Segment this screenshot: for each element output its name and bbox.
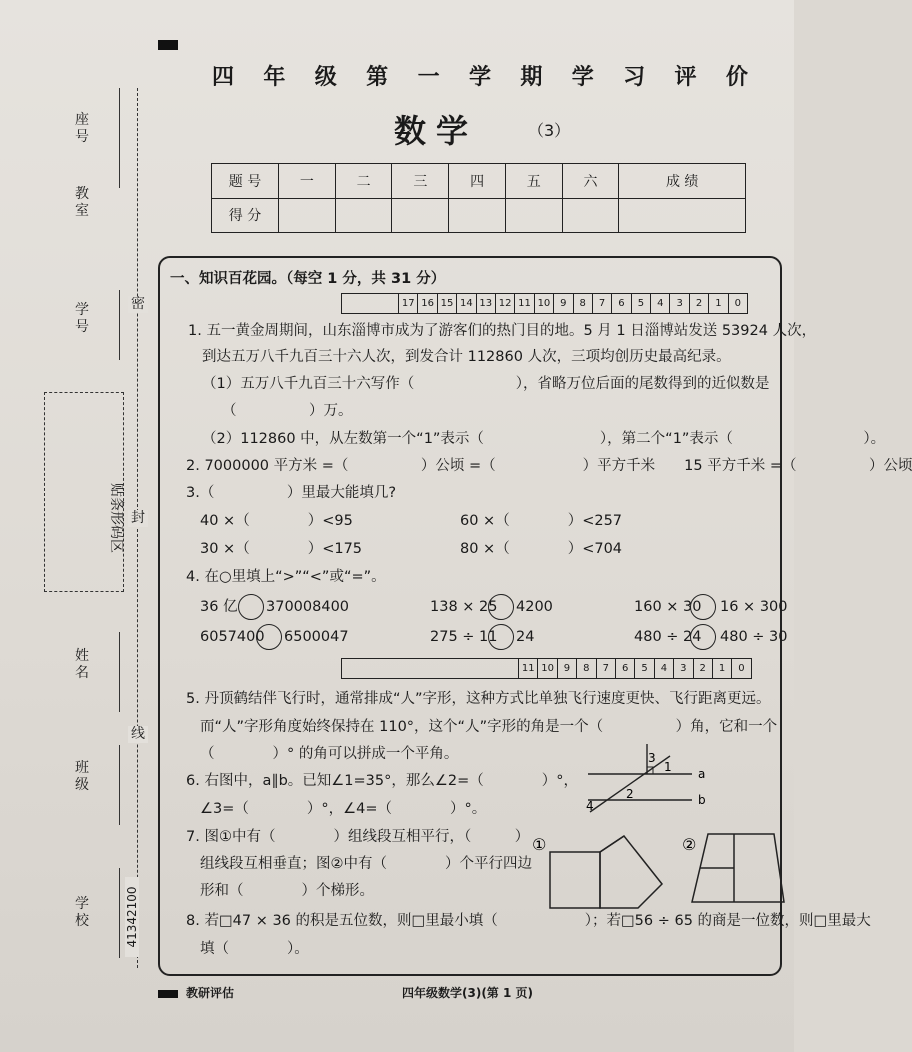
compare-circle[interactable] bbox=[238, 594, 264, 620]
side-label-room: 教室 bbox=[75, 186, 89, 219]
barcode-label: 贴条形码区 bbox=[108, 483, 124, 553]
side-rule bbox=[119, 88, 120, 188]
subject-title: 数学 bbox=[394, 112, 479, 150]
side-rule bbox=[119, 290, 120, 360]
score-strip-2: 11 10 9 8 7 6 5 4 3 2 1 0 bbox=[341, 658, 752, 679]
q8-line1: 8. 若□47 × 36 的积是五位数，则□里最小填（ ）；若□56 ÷ 65 的商是一位数，则□里最大 bbox=[186, 913, 871, 929]
score-header-cell: 四 bbox=[449, 164, 506, 199]
score-input-cell[interactable] bbox=[279, 198, 336, 233]
q1-part1-cont: （ ）万。 bbox=[222, 403, 353, 419]
angle-label-4: 4 bbox=[586, 799, 594, 813]
q4-b-right: 4200 bbox=[516, 599, 553, 615]
side-rule bbox=[119, 868, 120, 958]
seal-char: 密 bbox=[128, 296, 148, 313]
q7-line3: 形和（ ）个梯形。 bbox=[200, 883, 374, 899]
footer-page: 四年级数学(3)(第 1 页) bbox=[402, 986, 533, 1000]
barcode-area bbox=[44, 392, 124, 592]
score-input-cell[interactable] bbox=[392, 198, 449, 233]
q7-line1: 7. 图①中有（ ）组线段互相平行，（ ） bbox=[186, 829, 530, 845]
q4-c-right: 16 × 300 bbox=[720, 599, 788, 615]
q4-d-right: 6500047 bbox=[284, 629, 349, 645]
q4-b-left: 138 × 25 bbox=[430, 599, 498, 615]
q5-line1: 5. 丹顶鹤结伴飞行时，通常排成“人”字形，这种方式比单独飞行速度更快、飞行距离更远。 bbox=[186, 691, 771, 707]
side-rule bbox=[119, 632, 120, 712]
q3-line: 3.（ ）里最大能填几? bbox=[186, 485, 397, 501]
q5-line3: （ ）° 的角可以拼成一个平角。 bbox=[200, 746, 459, 762]
q4-d-left: 6057400 bbox=[200, 629, 265, 645]
footer-brand: 教研评估 bbox=[186, 986, 235, 1000]
score-header-cell: 五 bbox=[505, 164, 562, 199]
q4-f-left: 480 ÷ 24 bbox=[634, 629, 702, 645]
q3-c: 30 ×（ ）<175 bbox=[200, 541, 363, 557]
exam-title: 四 年 级 第 一 学 期 学 习 评 价 bbox=[212, 65, 748, 90]
paper-code: 41342100 bbox=[125, 877, 139, 957]
compare-circle[interactable] bbox=[690, 594, 716, 620]
side-rule bbox=[119, 745, 120, 825]
score-header-cell: 一 bbox=[279, 164, 336, 199]
score-input-cell[interactable] bbox=[335, 198, 392, 233]
seal-char: 封 bbox=[128, 510, 148, 527]
score-header-cell: 题 号 bbox=[212, 164, 279, 199]
score-table bbox=[211, 163, 746, 233]
q4-e-right: 24 bbox=[516, 629, 535, 645]
score-strip-1: 17 16 15 14 13 12 11 10 9 8 7 6 5 4 3 2 1 0 bbox=[341, 293, 748, 314]
q4-c-left: 160 × 30 bbox=[634, 599, 702, 615]
side-label-student-id: 学号 bbox=[75, 302, 89, 335]
compare-circle[interactable] bbox=[690, 624, 716, 650]
seal-char: 线 bbox=[128, 726, 148, 743]
score-row-label: 得 分 bbox=[212, 198, 279, 233]
q8-line2: 填（ ）。 bbox=[200, 941, 309, 957]
q4-a-right: 370008400 bbox=[266, 599, 350, 615]
q5-line2: 而“人”字形角度始终保持在 110°，这个“人”字形的角是一个（ ）角，它和一个 bbox=[200, 719, 778, 735]
corner-mark bbox=[158, 40, 178, 50]
q4-f-right: 480 ÷ 30 bbox=[720, 629, 788, 645]
label-a: a bbox=[698, 767, 706, 781]
q1-line1: 1. 五一黄金周期间，山东淄博市成为了游客们的热门目的地。5 月 1 日淄博站发送 53924 人次， bbox=[188, 323, 817, 339]
side-label-seat: 座号 bbox=[75, 112, 89, 145]
figure-2-label: ② bbox=[682, 835, 697, 854]
angle-label-2: 2 bbox=[626, 787, 634, 801]
label-b: b bbox=[698, 793, 706, 807]
score-header-cell: 二 bbox=[335, 164, 392, 199]
score-header-cell: 成 绩 bbox=[619, 164, 746, 199]
q4-line: 4. 在○里填上“>”“<”或“=”。 bbox=[186, 569, 386, 585]
q3-b: 60 ×（ ）<257 bbox=[460, 513, 623, 529]
side-label-class: 班级 bbox=[75, 760, 89, 793]
score-header-cell: 六 bbox=[562, 164, 619, 199]
angle-label-3: 3 bbox=[648, 751, 656, 765]
compare-circle[interactable] bbox=[488, 624, 514, 650]
q3-d: 80 ×（ ）<704 bbox=[460, 541, 623, 557]
section-title: 一、知识百花园。（每空 1 分，共 31 分） bbox=[170, 271, 446, 287]
q1-line2: 到达五万八千九百三十六人次，到发合计 112860 人次，三项均创历史最高纪录。 bbox=[202, 349, 731, 365]
figure-1-label: ① bbox=[532, 835, 547, 854]
side-label-school: 学校 bbox=[75, 896, 89, 929]
q1-part2: （2）112860 中，从左数第一个“1”表示（ ），第二个“1”表示（ ）。 bbox=[202, 431, 886, 447]
figure-1-shape-right bbox=[600, 836, 662, 908]
score-header-cell: 三 bbox=[392, 164, 449, 199]
subject-number: （3） bbox=[528, 121, 571, 140]
figure-1-fold bbox=[600, 836, 624, 852]
side-label-name: 姓名 bbox=[75, 648, 89, 681]
q4-a-left: 36 亿 bbox=[200, 599, 238, 615]
angle-label-1: 1 bbox=[664, 760, 672, 774]
score-input-cell[interactable] bbox=[505, 198, 562, 233]
q6-line2: ∠3=（ ）°，∠4=（ ）°。 bbox=[200, 801, 487, 817]
q6-line1: 6. 右图中，a∥b。已知∠1=35°，那么∠2=（ ）°， bbox=[186, 773, 578, 789]
score-input-cell[interactable] bbox=[619, 198, 746, 233]
seal-dashed-line bbox=[137, 88, 138, 968]
compare-circle[interactable] bbox=[256, 624, 282, 650]
q1-part1: （1）五万八千九百三十六写作（ ），省略万位后面的尾数得到的近似数是 bbox=[202, 376, 770, 392]
score-input-cell[interactable] bbox=[449, 198, 506, 233]
q2-line: 2. 7000000 平方米 =（ ）公顷 =（ ）平方千米 15 平方千米 =（ ）公顷 bbox=[186, 458, 912, 474]
shapes-figure bbox=[528, 828, 790, 912]
q7-line2: 组线段互相垂直；图②中有（ ）个平行四边 bbox=[200, 856, 532, 872]
score-input-cell[interactable] bbox=[562, 198, 619, 233]
q3-a: 40 ×（ ）<95 bbox=[200, 513, 353, 529]
transversal-slant bbox=[590, 756, 670, 812]
parallel-lines-figure bbox=[580, 740, 720, 820]
figure-1-shape-left bbox=[550, 852, 600, 908]
compare-circle[interactable] bbox=[488, 594, 514, 620]
footer-mark bbox=[158, 990, 178, 998]
q4-e-left: 275 ÷ 11 bbox=[430, 629, 498, 645]
